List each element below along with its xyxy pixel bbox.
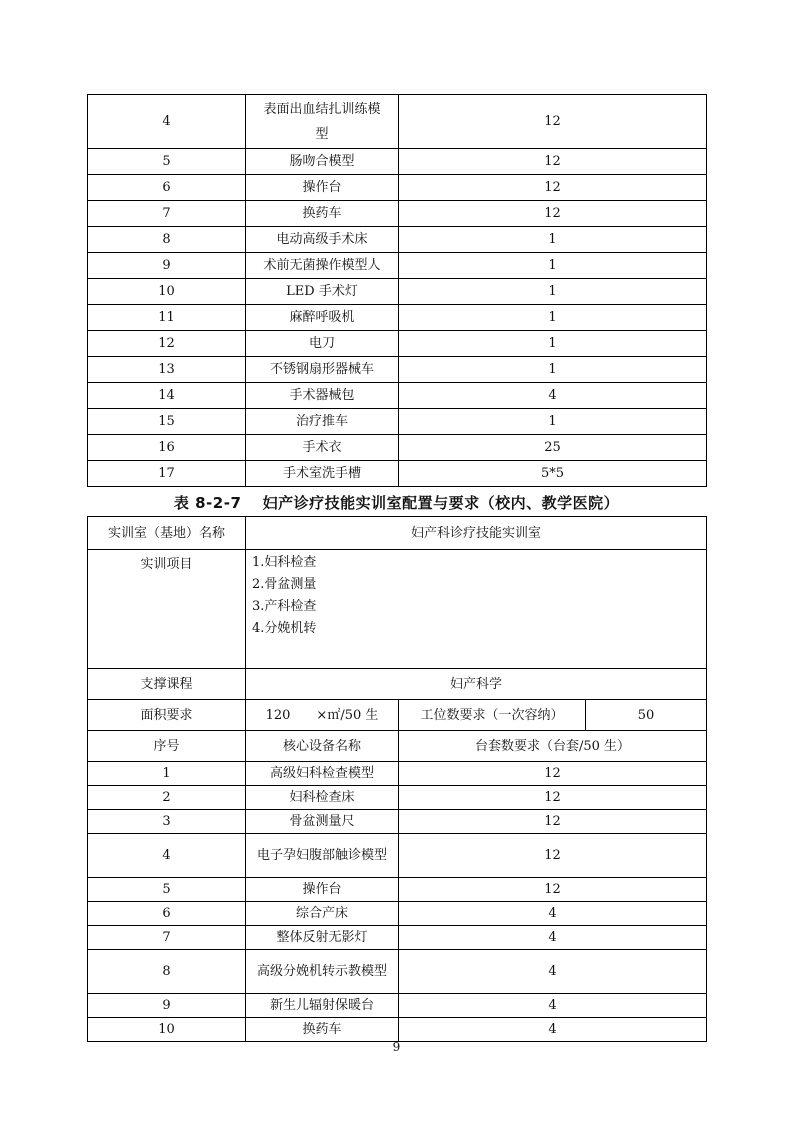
area-requirement-row — [88, 700, 707, 731]
equipment-quantity: 12 — [399, 201, 707, 227]
equipment-name: LED 手术灯 — [246, 279, 399, 305]
equipment-quantity: 1 — [399, 279, 707, 305]
header-quantity: 台套数要求（台套/50 生） — [399, 731, 707, 762]
equipment-quantity: 1 — [399, 409, 707, 435]
equipment-quantity: 1 — [399, 253, 707, 279]
table-row — [88, 305, 707, 331]
station-requirement-label: 工位数要求（一次容纳） — [399, 700, 586, 731]
obstetrics-training-room-table — [87, 516, 707, 1042]
area-requirement-value: 120 ×㎡/50 生 — [246, 700, 399, 731]
equipment-name: 麻醉呼吸机 — [246, 305, 399, 331]
table-row — [88, 149, 707, 175]
row-number: 11 — [88, 305, 246, 331]
equipment-quantity: 12 — [399, 175, 707, 201]
equipment-quantity: 4 — [399, 994, 707, 1018]
equipment-name — [246, 834, 399, 878]
row-number: 7 — [88, 201, 246, 227]
area-requirement-label: 面积要求 — [88, 700, 246, 731]
equipment-name-text: 表面出血结扎训练模型 — [263, 101, 381, 142]
list-item: 4.分娩机转 — [252, 621, 317, 636]
table-row — [88, 762, 707, 786]
table-row — [88, 902, 707, 926]
row-number: 3 — [88, 810, 246, 834]
equipment-quantity: 1 — [399, 331, 707, 357]
list-item: 1.妇科检查 — [252, 555, 317, 570]
row-number: 9 — [88, 253, 246, 279]
row-number: 14 — [88, 383, 246, 409]
room-name-label: 实训室（基地）名称 — [88, 517, 246, 550]
row-number: 2 — [88, 786, 246, 810]
page-number: 9 — [392, 1040, 401, 1054]
training-projects-list — [252, 552, 700, 640]
table-row — [88, 810, 707, 834]
equipment-table-continued — [87, 94, 707, 487]
table-row — [88, 95, 707, 149]
equipment-name: 妇科检查床 — [246, 786, 399, 810]
equipment-quantity: 25 — [399, 435, 707, 461]
row-number: 1 — [88, 762, 246, 786]
equipment-quantity: 4 — [399, 926, 707, 950]
station-requirement-value: 50 — [586, 700, 707, 731]
equipment-name — [246, 950, 399, 994]
equipment-name: 手术室洗手槽 — [246, 461, 399, 487]
equipment-quantity: 4 — [399, 1018, 707, 1042]
training-projects-label: 实训项目 — [88, 550, 246, 669]
row-number: 4 — [88, 834, 246, 878]
equipment-quantity: 1 — [399, 305, 707, 331]
row-number: 9 — [88, 994, 246, 1018]
row-number: 5 — [88, 149, 246, 175]
row-number: 13 — [88, 357, 246, 383]
header-equipment-name: 核心设备名称 — [246, 731, 399, 762]
equipment-name: 高级妇科检查模型 — [246, 762, 399, 786]
equipment-quantity: 12 — [399, 95, 707, 149]
room-name-row — [88, 517, 707, 550]
table-row — [88, 175, 707, 201]
table-row — [88, 834, 707, 878]
equipment-name: 术前无菌操作模型人 — [246, 253, 399, 279]
row-number: 6 — [88, 902, 246, 926]
table-row — [88, 1018, 707, 1042]
equipment-quantity: 4 — [399, 383, 707, 409]
table-row — [88, 878, 707, 902]
equipment-name: 手术器械包 — [246, 383, 399, 409]
equipment-quantity: 12 — [399, 149, 707, 175]
supporting-course-label: 支撑课程 — [88, 669, 246, 700]
table-row — [88, 331, 707, 357]
table-row — [88, 994, 707, 1018]
equipment-name: 操作台 — [246, 175, 399, 201]
list-item: 2.骨盆测量 — [252, 577, 317, 592]
equipment-quantity: 4 — [399, 950, 707, 994]
equipment-name: 电动高级手术床 — [246, 227, 399, 253]
training-projects-cell — [246, 550, 707, 669]
row-number: 10 — [88, 1018, 246, 1042]
training-projects-row — [88, 550, 707, 669]
equipment-name: 换药车 — [246, 201, 399, 227]
row-number: 15 — [88, 409, 246, 435]
table-row — [88, 279, 707, 305]
row-number: 6 — [88, 175, 246, 201]
equipment-name: 操作台 — [246, 878, 399, 902]
equipment-name-text: 电子孕妇腹部触诊模型 — [257, 847, 388, 863]
row-number: 8 — [88, 950, 246, 994]
row-number: 17 — [88, 461, 246, 487]
equipment-quantity: 1 — [399, 227, 707, 253]
table-caption: 表 8-2-7 妇产诊疗技能实训室配置与要求（校内、教学医院） — [173, 494, 620, 512]
equipment-quantity: 4 — [399, 902, 707, 926]
equipment-name: 新生儿辐射保暖台 — [246, 994, 399, 1018]
supporting-course-value: 妇产科学 — [246, 669, 707, 700]
equipment-header-row — [88, 731, 707, 762]
equipment-quantity: 12 — [399, 878, 707, 902]
equipment-quantity: 12 — [399, 786, 707, 810]
row-number: 16 — [88, 435, 246, 461]
row-number: 10 — [88, 279, 246, 305]
table-row — [88, 227, 707, 253]
equipment-quantity: 1 — [399, 357, 707, 383]
table-row — [88, 409, 707, 435]
table-row — [88, 786, 707, 810]
equipment-name-text: 高级分娩机转示教模型 — [257, 963, 388, 979]
equipment-name: 治疗推车 — [246, 409, 399, 435]
equipment-name: 肠吻合模型 — [246, 149, 399, 175]
table-row — [88, 461, 707, 487]
table-row — [88, 435, 707, 461]
equipment-name — [246, 95, 399, 149]
table-row — [88, 383, 707, 409]
room-name-value: 妇产科诊疗技能实训室 — [246, 517, 707, 550]
row-number: 7 — [88, 926, 246, 950]
equipment-name: 不锈钢扇形器械车 — [246, 357, 399, 383]
table-row — [88, 201, 707, 227]
list-item: 3.产科检查 — [252, 599, 317, 614]
supporting-course-row — [88, 669, 707, 700]
equipment-quantity: 5*5 — [399, 461, 707, 487]
row-number: 12 — [88, 331, 246, 357]
equipment-name: 电刀 — [246, 331, 399, 357]
row-number: 5 — [88, 878, 246, 902]
equipment-name: 换药车 — [246, 1018, 399, 1042]
equipment-quantity: 12 — [399, 762, 707, 786]
row-number: 8 — [88, 227, 246, 253]
equipment-name: 手术衣 — [246, 435, 399, 461]
equipment-quantity: 12 — [399, 834, 707, 878]
equipment-name: 综合产床 — [246, 902, 399, 926]
header-number: 序号 — [88, 731, 246, 762]
table-row — [88, 253, 707, 279]
table-row — [88, 950, 707, 994]
equipment-quantity: 12 — [399, 810, 707, 834]
table-row — [88, 926, 707, 950]
row-number: 4 — [88, 95, 246, 149]
equipment-name: 骨盆测量尺 — [246, 810, 399, 834]
equipment-name: 整体反射无影灯 — [246, 926, 399, 950]
table-row — [88, 357, 707, 383]
